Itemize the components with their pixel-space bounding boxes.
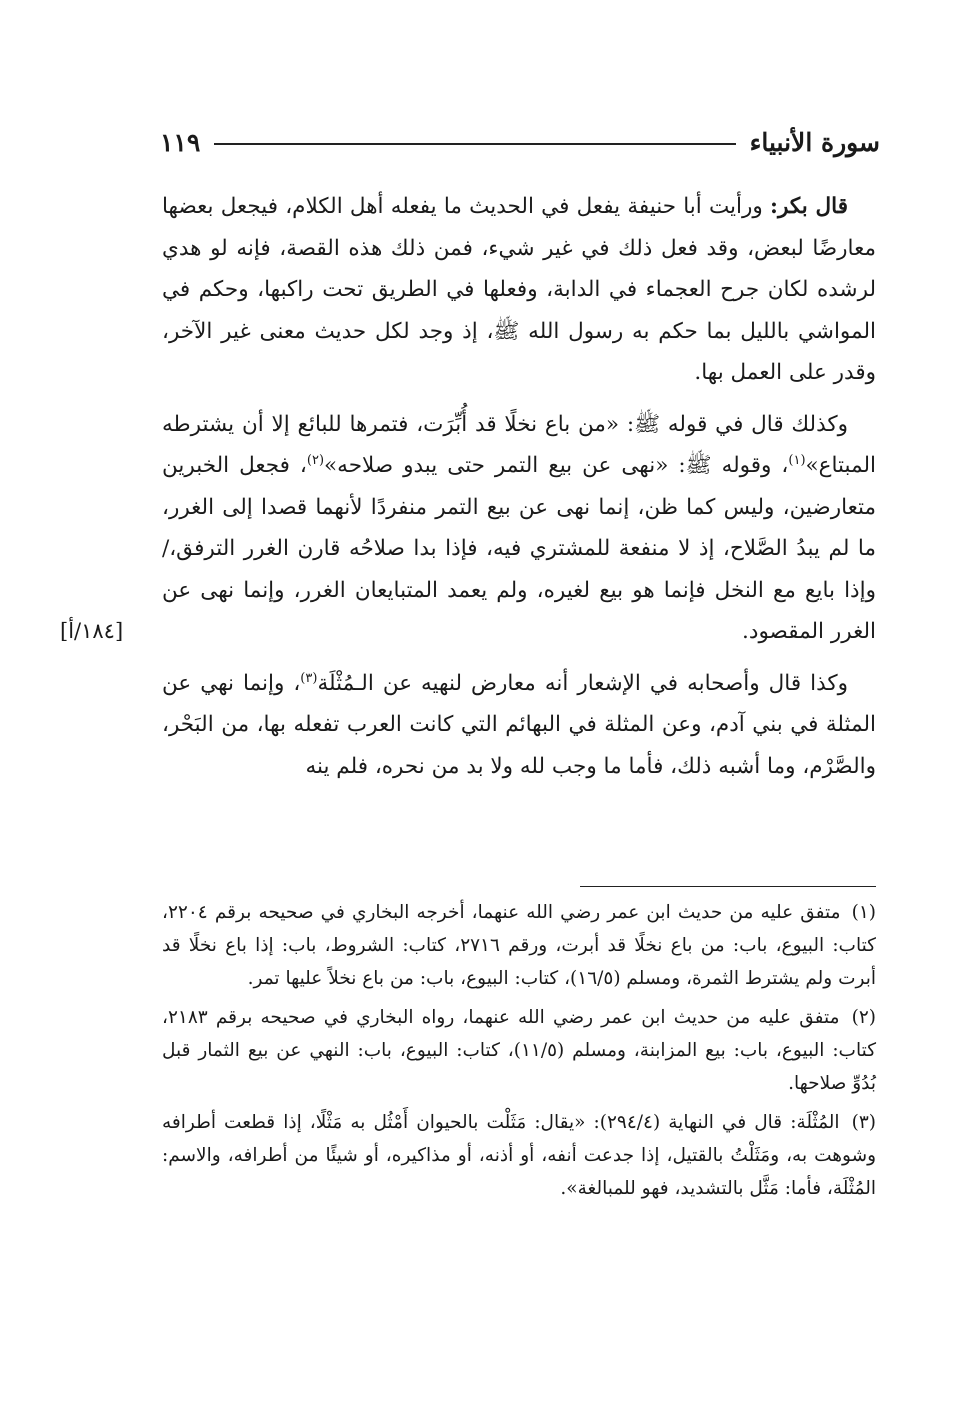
footnote-separator <box>580 886 876 887</box>
header-rule <box>214 143 735 145</box>
footnote-text: متفق عليه من حديث ابن عمر رضي الله عنهما، أخرجه البخاري في صحيحه برقم ٢٢٠٤، كتاب: البيوع، باب: من باع نخلًا قد أبرت، ورقم ٢٧١٦، كتاب: الشروط، باب: إذا باع نخلًا قد أبرت ولم يشترط الثمرة، ومسلم (١٦/٥)، كتاب: البيوع، باب: من باع نخلاً عليها تمر. <box>162 902 876 989</box>
paragraph-2-part-c: ، فجعل الخبرين متعارضين، وليس كما ظن، إنما نهى عن بيع التمر منفردًا لأنهما قصدا إلى الغرر، ما لم يبدُ الصَّلاح، إذ لا منفعة للمشتري فيه، فإذا بدا صلاحُه قارن الغرر الترفق،/ وإذا بايع مع النخل فإنما هو بيع لغيره، ولم يعمد المتبايعان الغرر، وإنما نهى عن الغرر المقصود. <box>162 453 876 644</box>
manuscript-folio-marker: [١٨٤/أ] <box>60 619 124 643</box>
footnote-ref-3[interactable]: (٣) <box>300 670 318 686</box>
footnote-text: المُثْلَة: قال في النهاية (٢٩٤/٤): «يقال: مَثَلْت بالحيوان أَمْثُل به مَثْلًا، إذا قطعت أطرافه وشوهت به، ومَثَلْتُ بالقتيل، إذا جدعت أنفه، أو أذنه، أو مذاكيره، أو شيئًا من أطرافه، والاسم: المُثْلَة، فأما: مَثَّل بالتشديد، فهو للمبالغة». <box>162 1112 876 1199</box>
main-text <box>162 186 876 797</box>
paragraph-3 <box>162 663 876 788</box>
paragraph-2 <box>162 404 876 653</box>
footnote-3 <box>162 1106 876 1205</box>
paragraph-2-part-b: ، وقوله ﷺ: «نهى عن بيع التمر حتى يبدو صلاحه» <box>324 453 789 478</box>
paragraph-2-part-a: وكذلك قال في قوله ﷺ: «من باع نخلًا قد أُبِّرَت، فتمرها للبائع إلا أن يشترطه المبتاع» <box>162 411 876 478</box>
footnotes <box>162 896 876 1211</box>
paragraph-1 <box>162 186 876 394</box>
footnote-ref-2[interactable]: (٢) <box>306 452 325 468</box>
running-header <box>160 122 880 162</box>
paragraph-3-part-b: ، وإنما نهي عن المثلة في بني آدم، وعن المثلة في البهائم التي كانت العرب تفعله بها، من البَحْر، والصَّرْم، وما أشبه ذلك، فأما ما وجب لله ولا بد من نحره، فلم ينه <box>162 670 876 779</box>
footnote-ref-1[interactable]: (١) <box>788 452 806 468</box>
footnote-number: (٣) <box>851 1112 876 1133</box>
footnote-number: (٢) <box>851 1007 876 1028</box>
footnote-1 <box>162 896 876 995</box>
footnote-2 <box>162 1001 876 1100</box>
page-number: ١١٩ <box>160 127 201 157</box>
footnote-number: (١) <box>851 902 876 923</box>
surah-title: سورة الأنبياء <box>749 127 880 157</box>
paragraph-3-part-a: وكذا قال وأصحابه في الإشعار أنه معارض لنهيه عن الـمُثْلَة <box>317 670 848 696</box>
speaker-label: قال بكر: <box>770 194 848 219</box>
paragraph-1-text: ورأيت أبا حنيفة يفعل في الحديث ما يفعله أهل الكلام، فيجعل بعضها معارضًا لبعض، وقد فعل ذلك في غير شيء، فمن ذلك هذه القصة، فإنه لو هدي لرشده لكان جرح العجماء في الدابة، وفعلها في الطريق تحت راكبها، وحكم في المواشي بالليل بما حكم به رسول الله ﷺ، إذ وجد لكل حديث معنى غير الآخر، وقدر على العمل بها. <box>162 194 876 385</box>
footnote-text: متفق عليه من حديث ابن عمر رضي الله عنهما، رواه البخاري في صحيحه برقم ٢١٨٣، كتاب: البيوع، باب: بيع المزابنة، ومسلم (١١/٥)، كتاب: البيوع، باب: النهي عن بيع الثمار قبل بُدُوِّ صلاحها. <box>162 1007 876 1094</box>
